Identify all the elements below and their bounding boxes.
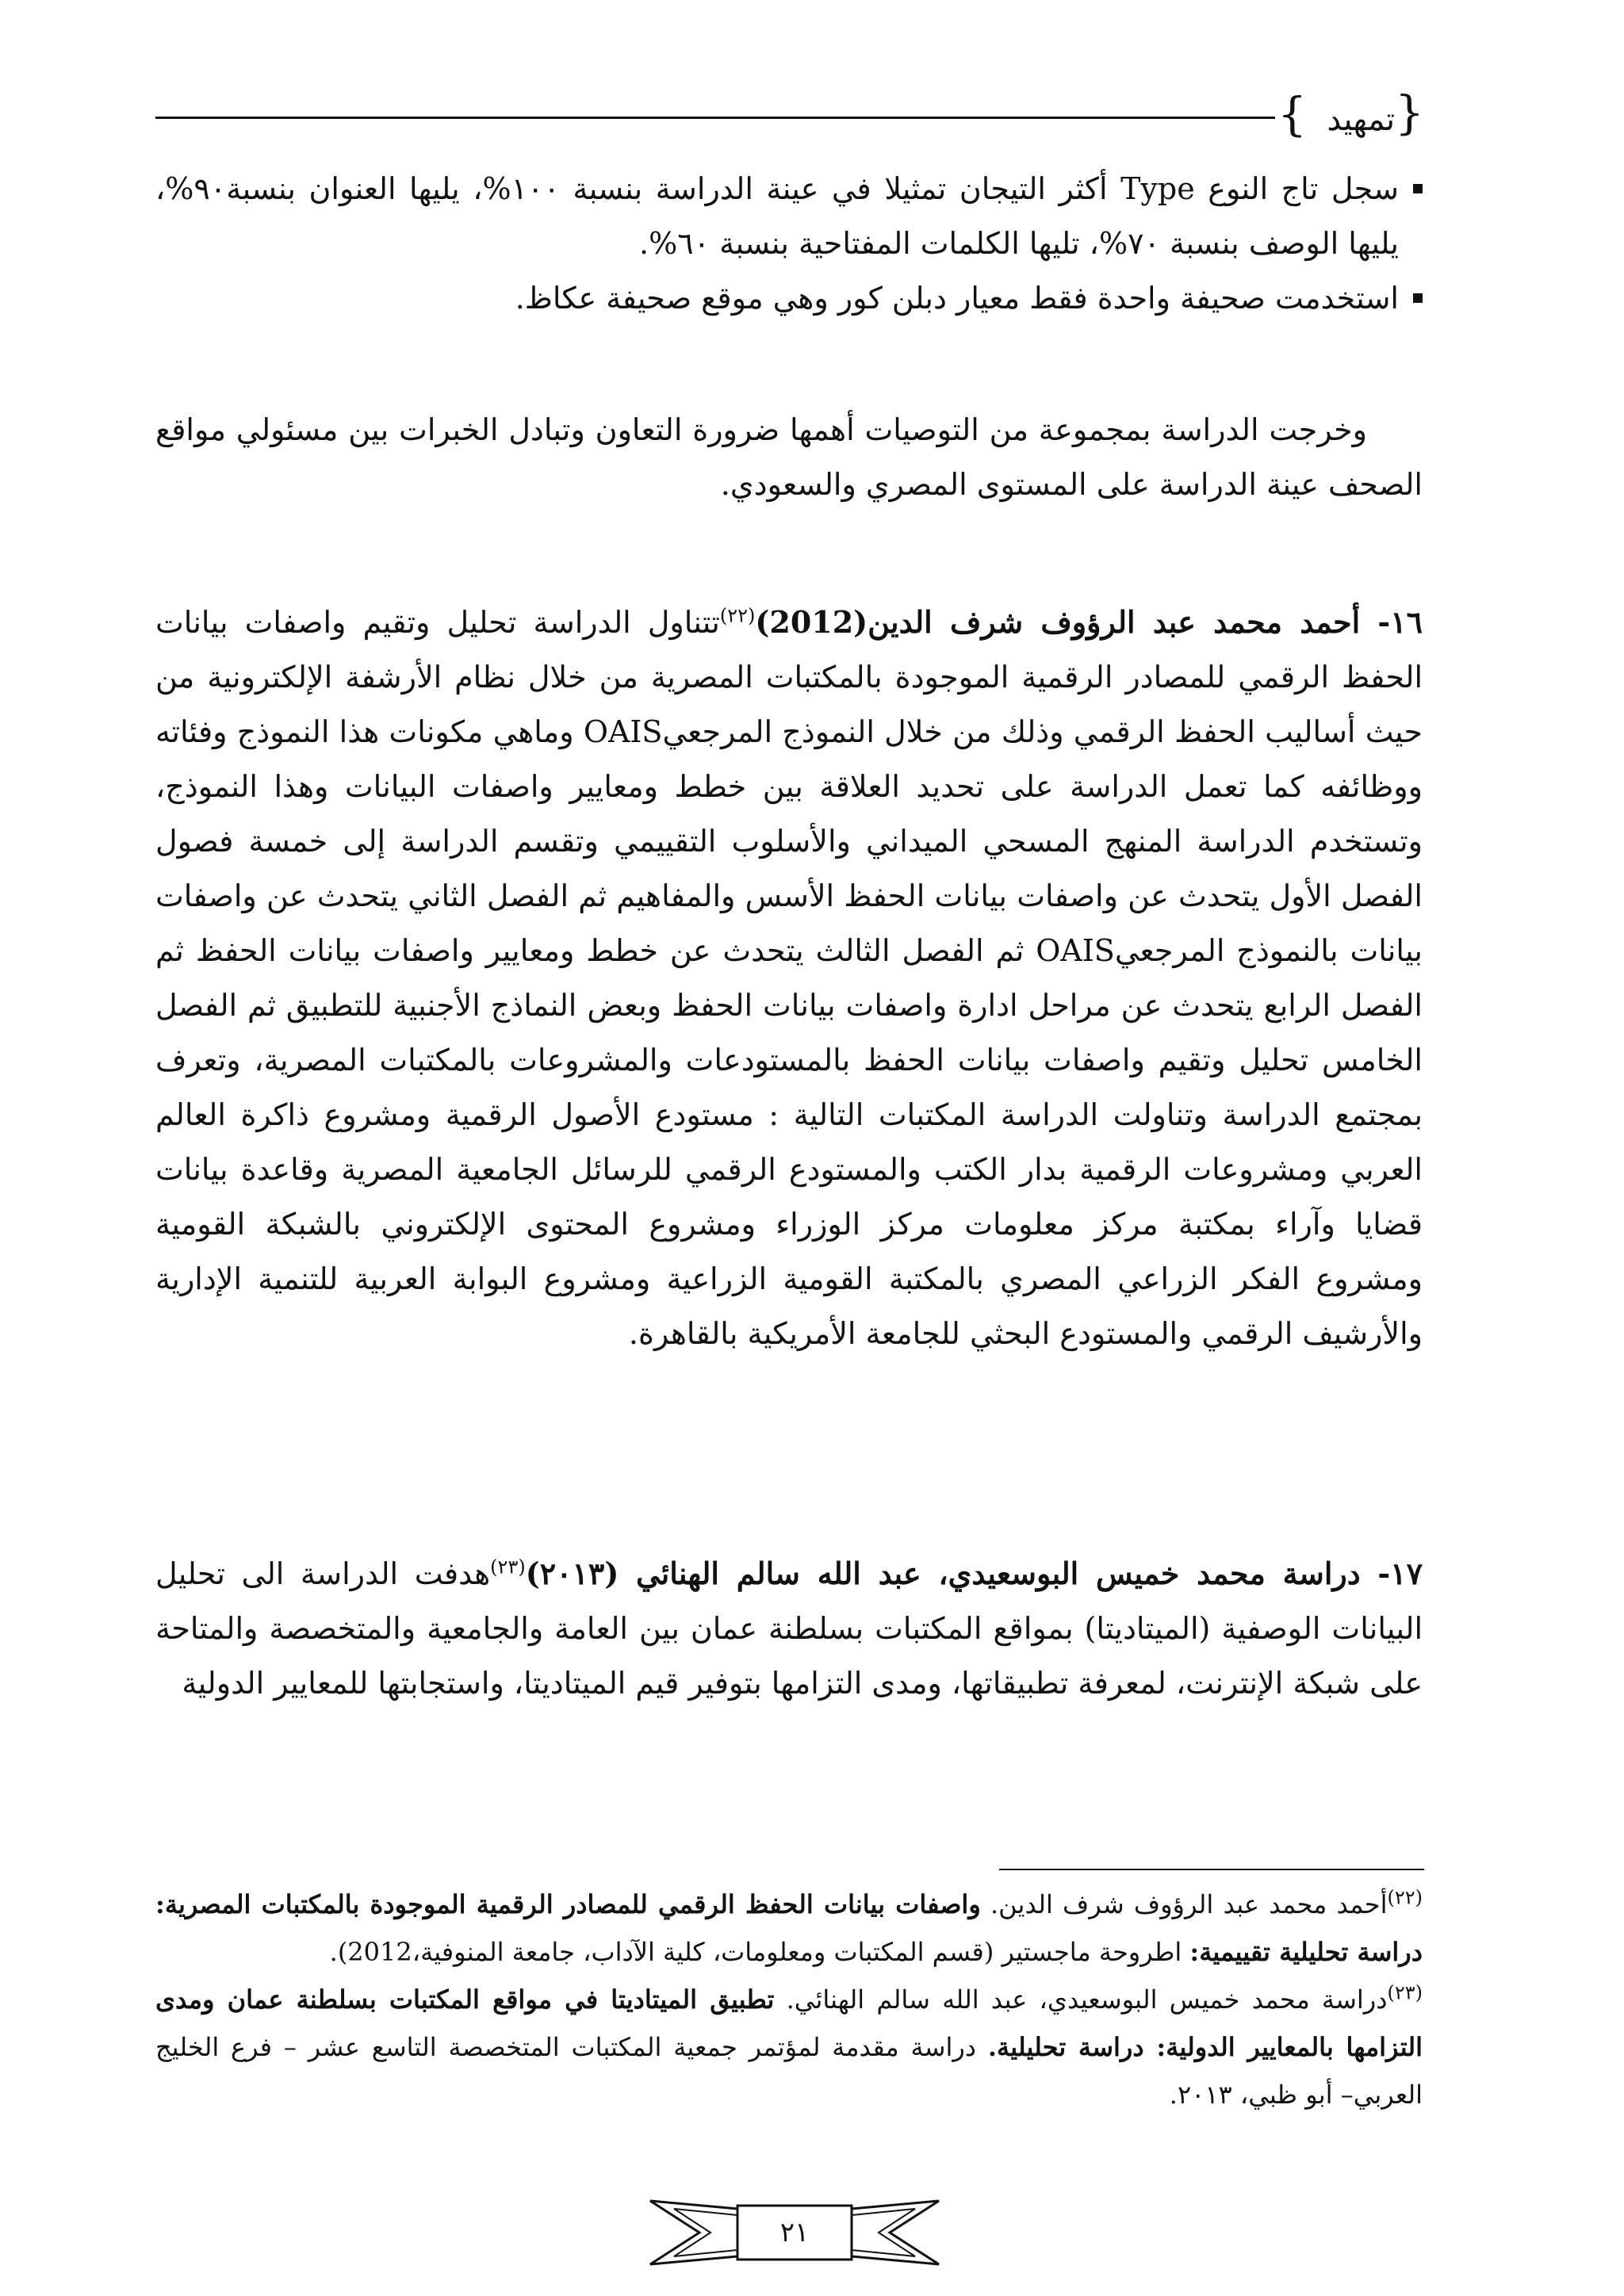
bullet-text: سجل تاج النوع Type أكثر التيجان تمثيلا في عينة الدراسة بنسبة ١٠٠%، يليها العنوان بنسبة٩٠%، يليها الوصف بنسبة ٧٠%، تليها الكلمات المفتاحية بنسبة ٦٠%.: [155, 171, 1399, 261]
study-17-text: هدفت الدراسة الى تحليل البيانات الوصفية (الميتاديتا) بمواقع المكتبات بسلطنة عمان بين العامة والجامعية والمتخصصة والمتاحة على شبكة الإنترنت، لمعرفة تطبيقاتها، ومدى التزامها بتوفير قيم الميتاديتا، واستجابتها للمعايير الدولية: [155, 1556, 1423, 1701]
bullet-item: [155, 162, 1423, 271]
study-16-section: [155, 595, 1423, 1361]
chapter-title-text: تمهيد: [1327, 101, 1396, 138]
results-bullet-list: [155, 162, 1423, 326]
findings-section: [155, 403, 1423, 512]
brace-open: {: [1395, 86, 1424, 140]
footnote-separator: [999, 1869, 1424, 1870]
footnote-ref-22[interactable]: (٢٢): [719, 604, 756, 627]
chapter-title: [1327, 86, 1424, 145]
footnotes: [155, 1881, 1423, 2118]
footnote-author: أحمد محمد عبد الرؤوف شرف الدين.: [980, 1889, 1388, 1919]
study-16-text: تتناول الدراسة تحليل وتقيم واصفات بيانات الحفظ الرقمي للمصادر الرقمية الموجودة بالمكتبات المصرية من خلال نظام الأرشفة الإلكترونية من حيث أساليب الحفظ الرقمي وذلك من خلال النموذج المرجعيOAIS وماهي مكونات هذا النموذج وفئاته ووظائفه كما تعمل الدراسة على تحديد العلاقة بين خطط ومعايير واصفات البيانات وهذا النموذج، وتستخدم الدراسة المنهج المسحي الميداني والأسلوب التقييمي وتقسم الدراسة إلى خمسة فصول الفصل الأول يتحدث عن واصفات بيانات الحفظ الأسس والمفاهيم ثم الفصل الثاني يتحدث عن واصفات بيانات بالنموذج المرجعيOAIS ثم الفصل الثالث يتحدث عن خطط ومعايير واصفات بيانات الحفظ ثم الفصل الرابع يتحدث عن مراحل ادارة واصفات بيانات الحفظ وبعض النماذج الأجنبية للتطبيق ثم الفصل الخامس تحليل وتقيم واصفات بيانات الحفظ بالمستودعات والمشروعات بالمكتبات المصرية، وتعرف بمجتمع الدراسة وتناولت الدراسة المكتبات التالية : مستودع الأصول الرقمية ومشروع ذاكرة العالم العربي ومشروعات الرقمية بدار الكتب والمستودع الرقمي للرسائل الجامعية المصرية وقاعدة بيانات قضايا وآراء بمكتبة مركز معلومات مركز الوزراء ومشروع المحتوى الإلكتروني بالشبكة القومية ومشروع الفكر الزراعي المصري بالمكتبة القومية الزراعية ومشروع البوابة العربية للتنمية الإدارية والأرشيف الرقمي والمستودع البحثي للجامعة الأمريكية بالقاهرة.: [155, 605, 1423, 1351]
footnote-title: واصفات بيانات الحفظ الرقمي للمصادر الرقمية الموجودة بالمكتبات المصرية: دراسة تحليلية تقييمية:: [155, 1889, 1423, 1967]
footnote-publication: دراسة مقدمة لمؤتمر جمعية المكتبات المتخصصة التاسع عشر – فرع الخليج العربي– أبو ظبي، ٢٠١٣.: [155, 2032, 1423, 2110]
footnote-ref-23[interactable]: (٢٣): [490, 1556, 526, 1578]
bullet-item: [155, 271, 1423, 326]
footnote-number: (٢٢): [1387, 1886, 1423, 1909]
study-17-section: [155, 1546, 1423, 1711]
footnote-23: [155, 1976, 1423, 2118]
footnote-number: (٢٣): [1387, 1981, 1423, 2004]
footnote-author: دراسة محمد خميس البوسعيدي، عبد الله سالم الهنائي.: [774, 1984, 1388, 2015]
page-number-ornament: [644, 2198, 945, 2267]
footnote-publication: اطروحة ماجستير (قسم المكتبات ومعلومات، كلية الآداب، جامعة المنوفية،2012).: [329, 1937, 1190, 1967]
page-header: [155, 86, 1424, 141]
study-16-heading: ١٦- أحمد محمد عبد الرؤوف شرف الدين(2012): [755, 604, 1423, 640]
bullet-square-icon: [1413, 293, 1423, 303]
study-16-paragraph: [155, 595, 1423, 1361]
study-17-heading: ١٧- دراسة محمد خميس البوسعيدي، عبد الله سالم الهنائي (٢٠١٣): [525, 1556, 1423, 1591]
brace-close: }: [1277, 87, 1307, 141]
findings-paragraph: وخرجت الدراسة بمجموعة من التوصيات أهمها ضرورة التعاون وتبادل الخبرات بين مسئولي مواقع الصحف عينة الدراسة على المستوى المصري والسعودي.: [155, 412, 1423, 502]
footnote-22: [155, 1881, 1423, 1976]
header-rule: [155, 117, 1275, 119]
study-17-paragraph: [155, 1546, 1423, 1711]
footnote-title: تطبيق الميتاديتا في مواقع المكتبات بسلطنة عمان ومدى التزامها بالمعايير الدولية: دراسة تحليلية.: [155, 1984, 1423, 2062]
page-number: ٢١: [779, 2217, 810, 2248]
bullet-text: استخدمت صحيفة واحدة فقط معيار دبلن كور وهي موقع صحيفة عكاظ.: [515, 281, 1399, 316]
bullet-square-icon: [1413, 184, 1423, 193]
